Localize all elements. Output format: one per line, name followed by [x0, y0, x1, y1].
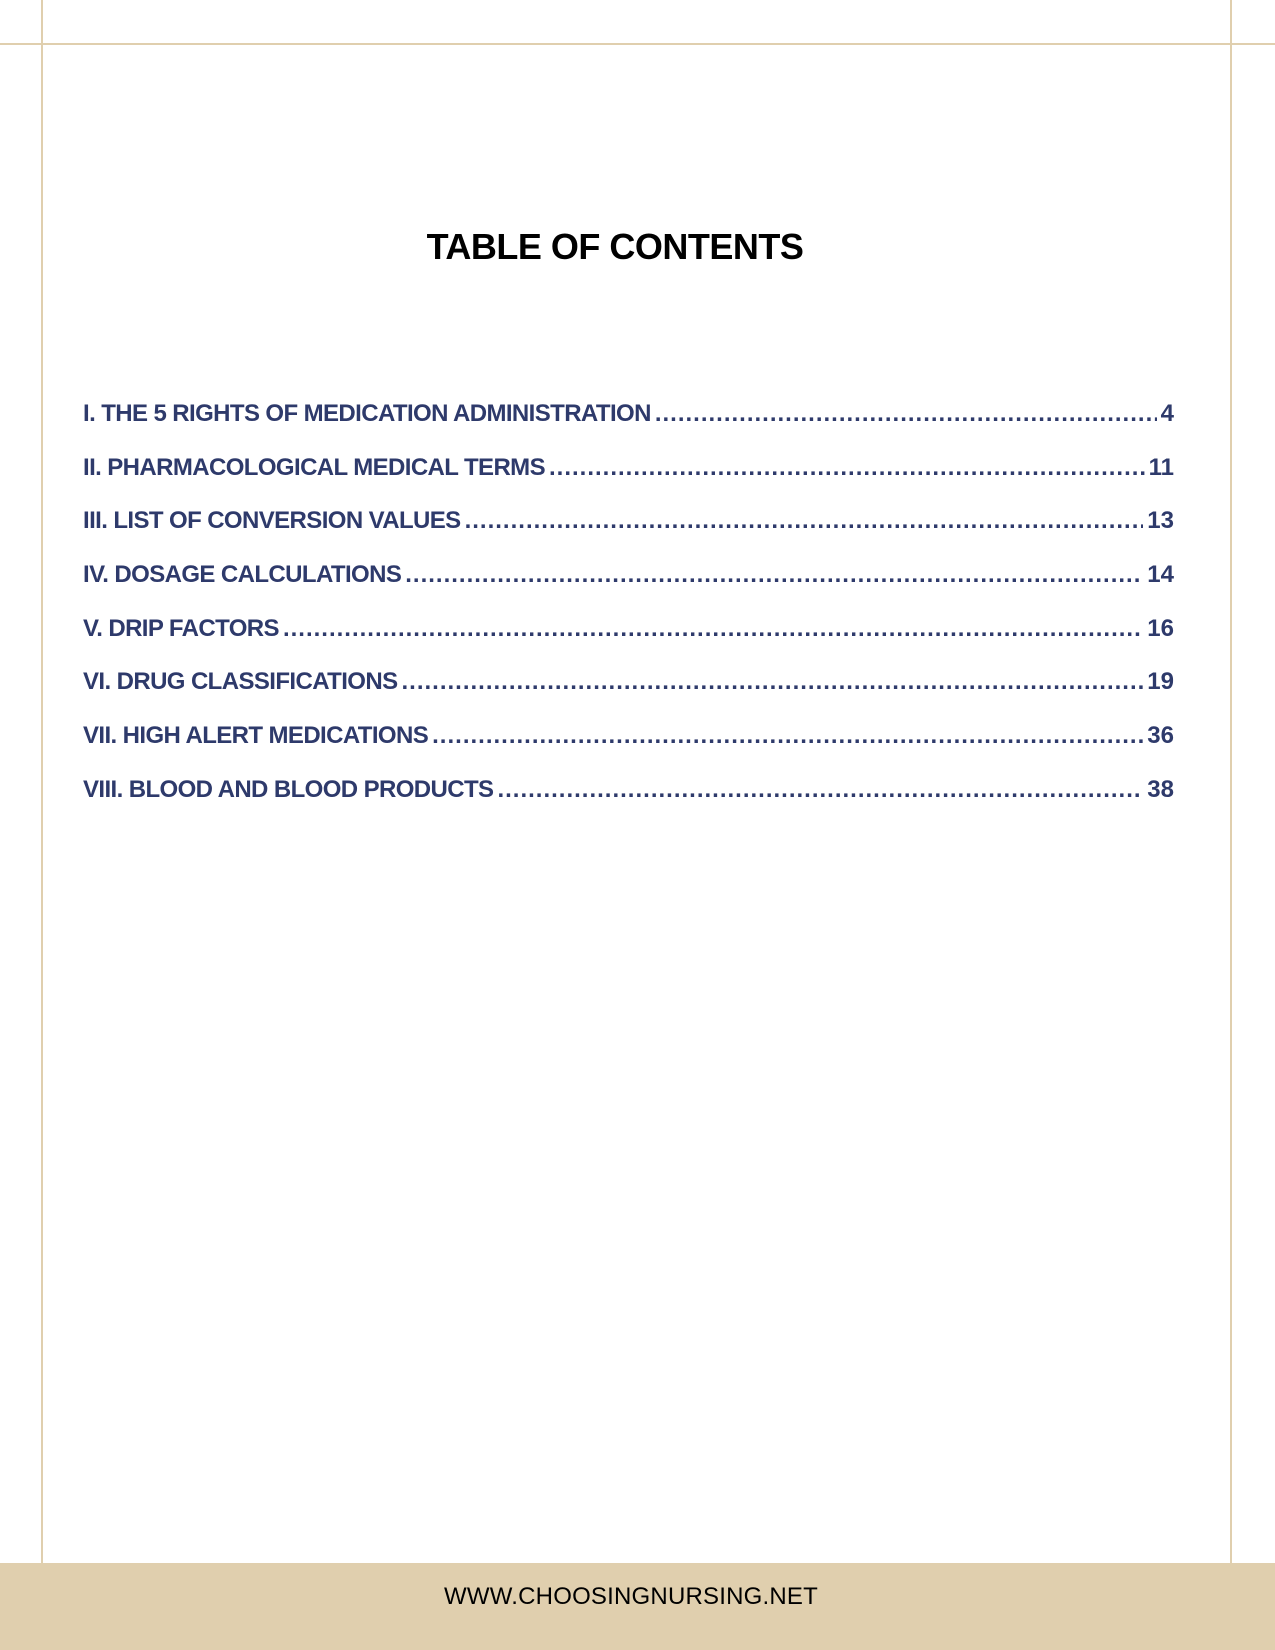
footer-band — [0, 1563, 1275, 1650]
top-border-rule — [0, 43, 1275, 45]
right-border-rule — [1230, 0, 1232, 1563]
toc-entry-2[interactable] — [83, 454, 1174, 508]
toc-entry-page: 19 — [1147, 668, 1174, 696]
toc-entry-4[interactable] — [83, 561, 1174, 615]
toc-entry-label: VIII. BLOOD AND BLOOD PRODUCTS — [83, 775, 494, 803]
toc-entry-5[interactable] — [83, 615, 1174, 669]
toc-dot-leader — [549, 454, 1145, 482]
toc-dot-leader — [465, 507, 1144, 535]
toc-entry-1[interactable] — [83, 400, 1174, 454]
toc-entry-page: 36 — [1147, 722, 1174, 750]
toc-entry-page: 13 — [1147, 507, 1174, 535]
table-of-contents — [83, 400, 1174, 830]
toc-entry-page: 11 — [1148, 453, 1174, 481]
toc-entry-7[interactable] — [83, 722, 1174, 776]
toc-entry-label: V. DRIP FACTORS — [83, 614, 279, 642]
toc-dot-leader — [432, 722, 1143, 750]
toc-dot-leader — [283, 615, 1143, 643]
toc-entry-page: 38 — [1147, 775, 1174, 803]
toc-entry-page: 4 — [1160, 400, 1174, 427]
toc-dot-leader — [402, 668, 1144, 696]
toc-entry-page: 14 — [1147, 561, 1174, 589]
toc-dot-leader — [655, 400, 1157, 428]
toc-dot-leader — [405, 561, 1143, 589]
toc-entry-label: I. THE 5 RIGHTS OF MEDICATION ADMINISTRATION — [83, 400, 651, 427]
footer-website-link[interactable]: WWW.CHOOSINGNURSING.NET — [444, 1583, 818, 1610]
toc-entry-label: II. PHARMACOLOGICAL MEDICAL TERMS — [83, 453, 545, 481]
toc-entry-label: VI. DRUG CLASSIFICATIONS — [83, 668, 398, 696]
toc-entry-3[interactable] — [83, 507, 1174, 561]
page-title: TABLE OF CONTENTS — [426, 226, 804, 267]
toc-entry-6[interactable] — [83, 668, 1174, 722]
toc-entry-label: IV. DOSAGE CALCULATIONS — [83, 561, 402, 589]
toc-entry-label: VII. HIGH ALERT MEDICATIONS — [83, 722, 429, 750]
toc-dot-leader — [497, 776, 1143, 804]
toc-entry-8[interactable] — [83, 776, 1174, 830]
toc-entry-label: III. LIST OF CONVERSION VALUES — [83, 507, 461, 535]
toc-entry-page: 16 — [1147, 614, 1174, 642]
